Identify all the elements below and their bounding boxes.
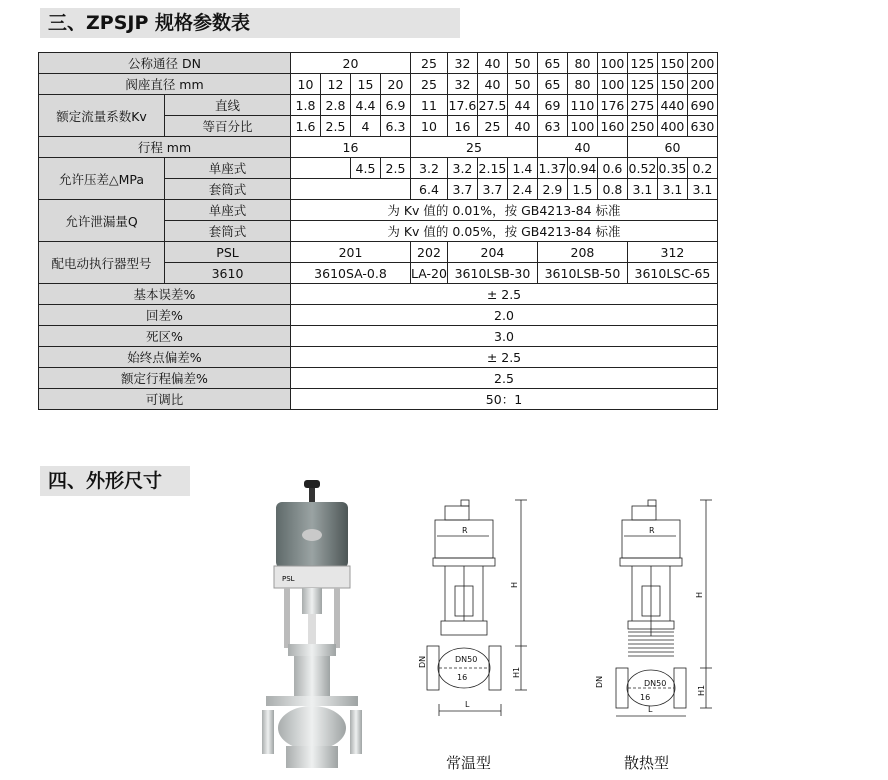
row-label: PSL (165, 242, 291, 263)
table-row (39, 74, 718, 95)
table-cell: 3.2 (447, 158, 477, 179)
table-cell: 3610LSC-65 (627, 263, 717, 284)
table-row (39, 326, 718, 347)
table-cell: 50 (507, 53, 537, 74)
dim-DN50-2: DN50 (644, 679, 667, 688)
table-cell: 2.5 (381, 158, 411, 179)
table-cell: 2.15 (477, 158, 507, 179)
table-cell: 3.7 (477, 179, 507, 200)
table-row (39, 53, 718, 74)
row-label: 基本误差% (39, 284, 291, 305)
table-cell: 16 (447, 116, 477, 137)
dim-H1-1: H1 (512, 666, 521, 678)
section-4-title: 四、外形尺寸 (40, 466, 190, 496)
table-cell: 1.37 (537, 158, 567, 179)
row-label: 公称通径 DN (39, 53, 291, 74)
dim-R-2: R (649, 526, 655, 535)
table-row (39, 95, 718, 116)
table-cell: 440 (657, 95, 687, 116)
table-cell: 200 (687, 74, 717, 95)
row-label: 死区% (39, 326, 291, 347)
table-cell: 27.5 (477, 95, 507, 116)
table-cell: 0.2 (687, 158, 717, 179)
row-label: 配电动执行器型号 (39, 242, 165, 284)
table-row (39, 389, 718, 410)
table-cell: 1.8 (291, 95, 321, 116)
dim-L-1: L (465, 700, 470, 709)
table-cell (291, 158, 351, 179)
table-cell: 16 (291, 137, 411, 158)
photo-nameplate: PSL (282, 575, 295, 583)
table-cell: 25 (411, 74, 448, 95)
table-cell: 20 (291, 53, 411, 74)
table-cell: 50：1 (291, 389, 718, 410)
table-cell: 312 (627, 242, 717, 263)
normal-type-drawing (415, 496, 535, 721)
table-cell: 125 (627, 74, 657, 95)
heat-type-drawing (588, 496, 718, 721)
table-cell: 0.52 (627, 158, 657, 179)
valve-photo (262, 480, 362, 772)
dim-DN-1: DN (418, 655, 427, 668)
row-label: 3610 (165, 263, 291, 284)
table-cell: 150 (657, 74, 687, 95)
table-cell: 80 (567, 53, 597, 74)
table-cell: 2.5 (291, 368, 718, 389)
table-cell: 3.1 (657, 179, 687, 200)
row-label: 可调比 (39, 389, 291, 410)
table-row (39, 284, 718, 305)
table-cell: 10 (411, 116, 448, 137)
table-cell: 80 (567, 74, 597, 95)
table-row (39, 158, 718, 179)
table-cell: 201 (291, 242, 411, 263)
table-cell: 630 (687, 116, 717, 137)
table-cell: 100 (597, 53, 627, 74)
table-cell: 20 (381, 74, 411, 95)
table-cell: 为 Kv 值的 0.05%，按 GB4213-84 标准 (291, 221, 718, 242)
table-cell: 3.1 (687, 179, 717, 200)
row-label: 始终点偏差% (39, 347, 291, 368)
table-cell: 200 (687, 53, 717, 74)
dim-R-1: R (462, 526, 468, 535)
table-cell: 6.3 (381, 116, 411, 137)
row-label: 单座式 (165, 200, 291, 221)
table-cell: 0.8 (597, 179, 627, 200)
table-cell: 275 (627, 95, 657, 116)
table-cell: 150 (657, 53, 687, 74)
table-cell: 2.0 (291, 305, 718, 326)
row-label: 允许压差△MPa (39, 158, 165, 200)
table-cell: 40 (507, 116, 537, 137)
table-cell: 0.6 (597, 158, 627, 179)
dim-H-2: H (695, 591, 704, 598)
dim-H1-2: H1 (697, 684, 706, 696)
table-cell: 40 (477, 53, 507, 74)
table-cell: 3610LSB-50 (537, 263, 627, 284)
table-cell: 65 (537, 74, 567, 95)
table-cell: 3.7 (447, 179, 477, 200)
table-cell: 690 (687, 95, 717, 116)
table-cell: 65 (537, 53, 567, 74)
caption-heat-type: 散热型 (624, 754, 670, 772)
table-cell: ± 2.5 (291, 284, 718, 305)
row-label: 阀座直径 mm (39, 74, 291, 95)
table-cell: 4 (351, 116, 381, 137)
caption-normal-type: 常温型 (446, 754, 492, 772)
table-cell: 60 (627, 137, 717, 158)
table-cell: 250 (627, 116, 657, 137)
table-cell: 6.4 (411, 179, 448, 200)
table-row (39, 200, 718, 221)
dim-H-1: H (510, 581, 519, 588)
table-cell: 6.9 (381, 95, 411, 116)
dim-16-1: 16 (457, 673, 468, 682)
table-cell (291, 179, 411, 200)
table-cell: 202 (411, 242, 448, 263)
dim-DN-2: DN (595, 675, 604, 688)
table-cell: 2.5 (321, 116, 351, 137)
table-cell: 25 (477, 116, 507, 137)
table-cell: 0.35 (657, 158, 687, 179)
table-cell: 4.4 (351, 95, 381, 116)
table-cell: 44 (507, 95, 537, 116)
table-cell: 3610LSB-30 (447, 263, 537, 284)
table-cell: 1.4 (507, 158, 537, 179)
row-label: 回差% (39, 305, 291, 326)
row-label: 等百分比 (165, 116, 291, 137)
row-label: 行程 mm (39, 137, 291, 158)
table-cell: 125 (627, 53, 657, 74)
table-row (39, 368, 718, 389)
table-cell: 1.6 (291, 116, 321, 137)
section-3-title: 三、ZPSJP 规格参数表 (40, 8, 460, 38)
table-cell: 10 (291, 74, 321, 95)
table-cell: 40 (537, 137, 627, 158)
table-cell: 100 (567, 116, 597, 137)
dim-L-2: L (648, 705, 653, 714)
table-cell: 160 (597, 116, 627, 137)
table-cell: 0.94 (567, 158, 597, 179)
table-cell: 40 (477, 74, 507, 95)
row-label: 允许泄漏量Q (39, 200, 165, 242)
spec-table (38, 52, 718, 410)
table-cell: ± 2.5 (291, 347, 718, 368)
table-cell: 100 (597, 74, 627, 95)
table-cell: 204 (447, 242, 537, 263)
table-cell: 25 (411, 137, 538, 158)
table-cell: 2.4 (507, 179, 537, 200)
table-cell: 50 (507, 74, 537, 95)
table-cell: 25 (411, 53, 448, 74)
table-row (39, 242, 718, 263)
row-label: 套筒式 (165, 179, 291, 200)
table-cell: LA-20 (411, 263, 448, 284)
table-cell: 63 (537, 116, 567, 137)
table-cell: 1.5 (567, 179, 597, 200)
table-cell: 2.9 (537, 179, 567, 200)
table-cell: 为 Kv 值的 0.01%，按 GB4213-84 标准 (291, 200, 718, 221)
table-cell: 11 (411, 95, 448, 116)
dim-DN50-1: DN50 (455, 655, 478, 664)
table-cell: 32 (447, 74, 477, 95)
table-cell: 12 (321, 74, 351, 95)
table-cell: 2.8 (321, 95, 351, 116)
table-cell: 176 (597, 95, 627, 116)
row-label: 额定流量系数Kv (39, 95, 165, 137)
table-row (39, 305, 718, 326)
table-cell: 4.5 (351, 158, 381, 179)
dim-16-2: 16 (640, 693, 651, 702)
table-cell: 69 (537, 95, 567, 116)
table-row (39, 137, 718, 158)
row-label: 套筒式 (165, 221, 291, 242)
row-label: 单座式 (165, 158, 291, 179)
row-label: 直线 (165, 95, 291, 116)
table-cell: 3.0 (291, 326, 718, 347)
table-cell: 17.6 (447, 95, 477, 116)
table-cell: 110 (567, 95, 597, 116)
table-row (39, 347, 718, 368)
table-cell: 3.1 (627, 179, 657, 200)
table-cell: 32 (447, 53, 477, 74)
table-cell: 3610SA-0.8 (291, 263, 411, 284)
table-cell: 400 (657, 116, 687, 137)
table-cell: 15 (351, 74, 381, 95)
table-cell: 3.2 (411, 158, 448, 179)
row-label: 额定行程偏差% (39, 368, 291, 389)
table-cell: 208 (537, 242, 627, 263)
